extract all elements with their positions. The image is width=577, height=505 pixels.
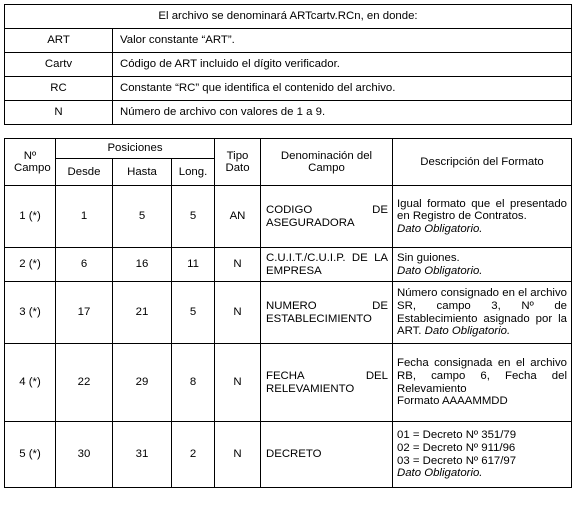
descripcion-cell xyxy=(393,186,572,248)
obligatorio-text: Dato Obligatorio. xyxy=(397,467,483,480)
campo-cell: 5 (*) xyxy=(5,422,56,488)
desde-cell: 1 xyxy=(56,186,113,248)
desde-cell: 22 xyxy=(56,344,113,422)
long-cell: 2 xyxy=(172,422,215,488)
header-denominacion: Denominación del Campo xyxy=(261,139,393,186)
denominacion-cell: FECHA DEL RELEVAMIENTO xyxy=(261,344,393,422)
descripcion-cell xyxy=(393,422,572,488)
definition-row xyxy=(5,101,572,125)
file-name-caption: El archivo se denominará ARTcartv.RCn, en donde: xyxy=(5,5,572,29)
tipo-cell: N xyxy=(215,344,261,422)
desde-cell: 30 xyxy=(56,422,113,488)
decreto-line: 03 = Decreto Nº 617/97 xyxy=(397,454,517,467)
definition-key: N xyxy=(5,101,113,125)
header-tipo-dato: Tipo Dato xyxy=(215,139,261,186)
hasta-cell: 31 xyxy=(113,422,172,488)
descripcion-text: Fecha consignada en el archivo RB, campo 6, Fecha del Relevamiento xyxy=(397,357,567,395)
definition-key: ART xyxy=(5,29,113,53)
obligatorio-text: Dato Obligatorio. xyxy=(397,264,483,277)
denominacion-cell: DECRETO xyxy=(261,422,393,488)
denominacion-cell: CODIGO DE ASEGURADORA xyxy=(261,186,393,248)
definition-row xyxy=(5,53,572,77)
formato-text: Formato AAAAMMDD xyxy=(397,395,508,408)
field-layout-table xyxy=(4,138,572,488)
definition-key: Cartv xyxy=(5,53,113,77)
table-row xyxy=(5,344,572,422)
descripcion-cell xyxy=(393,344,572,422)
long-cell: 8 xyxy=(172,344,215,422)
table-row xyxy=(5,422,572,488)
tipo-cell: AN xyxy=(215,186,261,248)
denominacion-cell: NUMERO DE ESTABLECIMIENTO xyxy=(261,282,393,344)
decreto-line: 01 = Decreto Nº 351/79 xyxy=(397,429,517,442)
definition-key: RC xyxy=(5,77,113,101)
file-name-definition-table xyxy=(4,4,572,125)
hasta-cell: 21 xyxy=(113,282,172,344)
header-posiciones: Posiciones xyxy=(56,139,215,159)
header-desde: Desde xyxy=(56,159,113,186)
table-row xyxy=(5,248,572,282)
definition-row xyxy=(5,29,572,53)
campo-cell: 3 (*) xyxy=(5,282,56,344)
decreto-line: 02 = Decreto Nº 911/96 xyxy=(397,441,516,454)
descripcion-text: Igual formato que el presentado en Registro de Contratos. xyxy=(397,197,567,223)
header-campo: Nº Campo xyxy=(5,139,56,186)
definition-row xyxy=(5,77,572,101)
table-row xyxy=(5,186,572,248)
obligatorio-text: Dato Obligatorio. xyxy=(397,222,483,235)
header-descripcion: Descripción del Formato xyxy=(393,139,572,186)
hasta-cell: 29 xyxy=(113,344,172,422)
desde-cell: 17 xyxy=(56,282,113,344)
header-long: Long. xyxy=(172,159,215,186)
campo-cell: 1 (*) xyxy=(5,186,56,248)
long-cell: 11 xyxy=(172,248,215,282)
long-cell: 5 xyxy=(172,282,215,344)
table-row xyxy=(5,282,572,344)
descripcion-cell xyxy=(393,248,572,282)
descripcion-text: Sin guiones. xyxy=(397,251,460,264)
hasta-cell: 5 xyxy=(113,186,172,248)
tipo-cell: N xyxy=(215,248,261,282)
long-cell: 5 xyxy=(172,186,215,248)
desde-cell: 6 xyxy=(56,248,113,282)
campo-cell: 4 (*) xyxy=(5,344,56,422)
definition-value: Número de archivo con valores de 1 a 9. xyxy=(113,101,572,125)
definition-value: Constante “RC” que identifica el contenido del archivo. xyxy=(113,77,572,101)
descripcion-text: Número consignado en el archivo SR, campo 3, Nº de Establecimiento asignado por la ART. xyxy=(397,287,567,338)
header-hasta: Hasta xyxy=(113,159,172,186)
tipo-cell: N xyxy=(215,282,261,344)
definition-value: Código de ART incluido el dígito verificador. xyxy=(113,53,572,77)
hasta-cell: 16 xyxy=(113,248,172,282)
campo-cell: 2 (*) xyxy=(5,248,56,282)
denominacion-cell: C.U.I.T./C.U.I.P. DE LA EMPRESA xyxy=(261,248,393,282)
obligatorio-text: Dato Obligatorio. xyxy=(424,325,511,338)
descripcion-cell xyxy=(393,282,572,344)
tipo-cell: N xyxy=(215,422,261,488)
definition-value: Valor constante “ART”. xyxy=(113,29,572,53)
